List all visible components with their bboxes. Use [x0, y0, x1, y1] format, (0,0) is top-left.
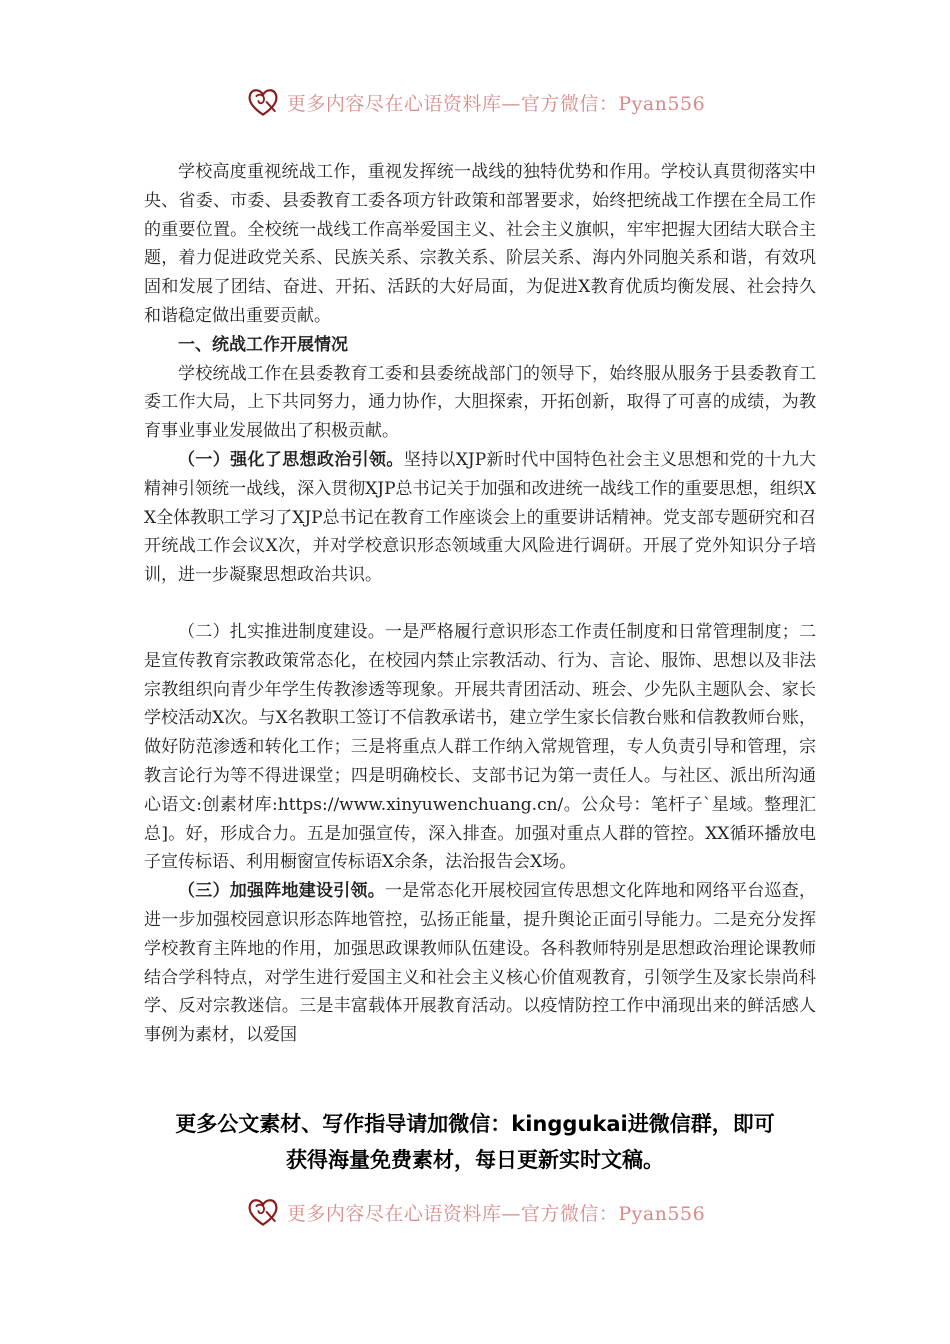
intro-paragraph: 学校高度重视统战工作，重视发挥统一战线的独特优势和作用。学校认真贯彻落实中央、省委、市委、县委教育工委各项方针政策和部署要求，始终把统战工作摆在全局工作的重要位置。全校统一战线工作高举爱国主义、社会主义旗帜，牢牢把握大团结大联合主题，着力促进政党关系、民族关系、宗教关系、阶层关系、海内外同胞关系和谐，有效巩固和发展了团结、奋进、开拓、活跃的大好局面，为促进X教育优质均衡发展、社会持久和谐稳定做出重要贡献。	[144, 162, 816, 326]
heart-swirl-logo-icon	[245, 84, 281, 120]
footer-line-1: 更多公文素材、写作指导请加微信：kinggukai进微信群，即可	[175, 1112, 775, 1136]
item-3-title: （三）加强阵地建设引领。	[178, 881, 385, 902]
banner-text: 更多内容尽在心语资料库—官方微信：Pyan556	[286, 1202, 706, 1225]
item-1-paragraph	[144, 446, 816, 590]
section-heading: 一、统战工作开展情况	[178, 334, 348, 355]
banner-text: 更多内容尽在心语资料库—官方微信：Pyan556	[286, 92, 706, 115]
paragraph-gap	[144, 590, 816, 618]
heart-swirl-logo-icon	[245, 1194, 281, 1230]
top-banner	[0, 82, 950, 122]
footer-line-2: 获得海量免费素材，每日更新实时文稿。	[286, 1148, 664, 1172]
item-3-body: 一是常态化开展校园宣传思想文化阵地和网络平台巡查，进一步加强校园意识形态阵地管控，弘扬正能量，提升舆论正面引导能力。二是充分发挥学校教育主阵地的作用，加强思政课教师队伍建设。各科教师特别是思想政治理论课教师结合学科特点，对学生进行爱国主义和社会主义核心价值观教育，引领学生及家长崇尚科学、反对宗教迷信。三是丰富载体开展教育活动。以疫情防控工作中涌现出来的鲜活感人事例为素材，以爱国	[144, 881, 816, 1046]
bottom-banner	[0, 1192, 950, 1232]
section-paragraph: 学校统战工作在县委教育工委和县委统战部门的领导下，始终服从服务于县委教育工委工作大局，上下共同努力，通力协作，大胆探索，开拓创新，取得了可喜的成绩，为教育事业事业发展做出了积极贡献。	[144, 363, 816, 442]
item-3-paragraph	[144, 877, 816, 1050]
item-1-title: （一）强化了思想政治引领。	[178, 449, 404, 470]
item-1-body: 坚持以XJP新时代中国特色社会主义思想和党的十九大精神引领统一战线，深入贯彻XJP总书记关于加强和改进统一战线工作的重要思想，组织XX全体教职工学习了XJP总书记在教育工作座谈会上的重要讲话精神。党支部专题研究和召开统战工作会议X次，并对学校意识形态领域重大风险进行调研。开展了党外知识分子培训，进一步凝聚思想政治共识。	[144, 449, 817, 586]
document-body	[144, 158, 816, 1050]
item-2-paragraph: （二）扎实推进制度建设。一是严格履行意识形态工作责任制度和日常管理制度；二是宣传教育宗教政策常态化，在校园内禁止宗教活动、行为、言论、服饰、思想以及非法宗教组织向青少年学生传教渗透等现象。开展共青团活动、班会、少先队主题队会、家长学校活动X次。与X名教职工签订不信教承诺书，建立学生家长信教台账和信教教师台账，做好防范渗透和转化工作；三是将重点人群工作纳入常规管理，专人负责引导和管理，宗教言论行为等不得进课堂；四是明确校长、支部书记为第一责任人。与社区、派出所沟通心语文:创素材库:https://www.xinyuwenchuang.cn/。公众号：笔杆子`星域。整理汇总]。好，形成合力。五是加强宣传，深入排查。加强对重点人群的管控。XX循环播放电子宣传标语、利用橱窗宣传标语X余条，法治报告会X场。	[144, 621, 816, 873]
footer-cta	[0, 1106, 950, 1178]
